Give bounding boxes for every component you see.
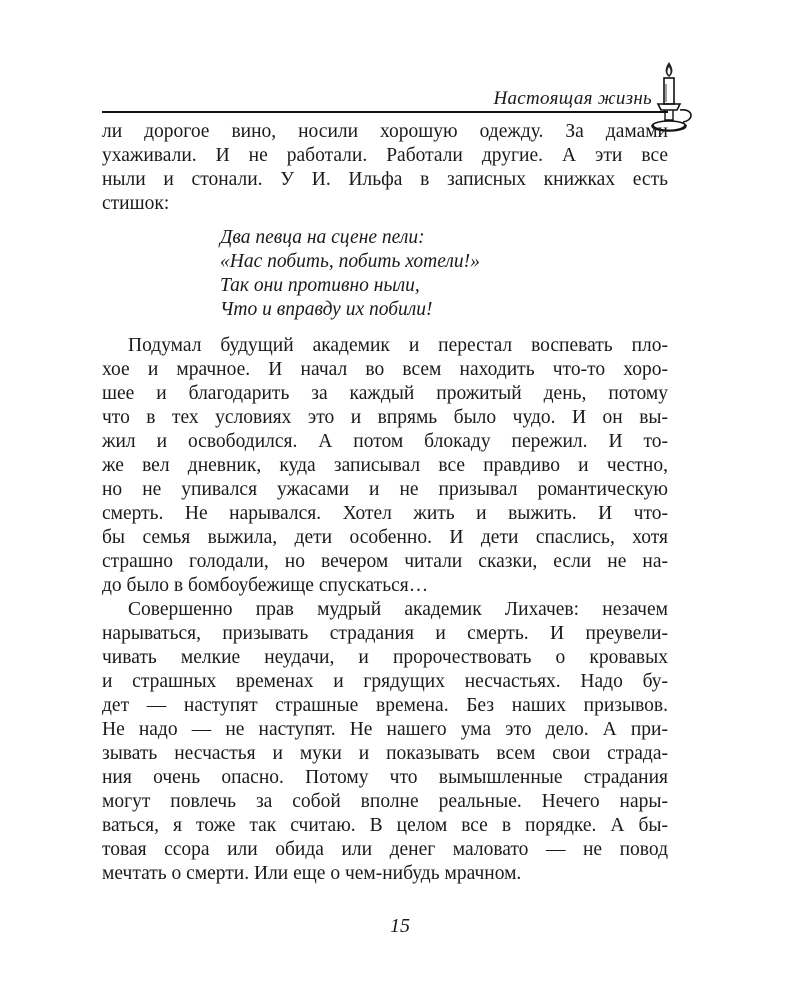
- text-line: же вел дневник, куда записывал все правдиво и честно,: [102, 455, 668, 476]
- text-line: стишок:: [102, 193, 170, 214]
- text-line: страшно голодали, но вечером читали сказки, если не на-: [102, 551, 668, 572]
- text-line: ваться, я тоже так считаю. В целом все в порядке. А бы-: [102, 815, 668, 836]
- body-text: [102, 120, 668, 886]
- text-line: хое и мрачное. И начал во всем находить что-то хоро-: [102, 359, 668, 380]
- text-line: нарываться, призывать страдания и смерть. И преувели-: [102, 623, 668, 644]
- text-line: и страшных временах и грядущих несчастьях. Надо бу-: [102, 671, 668, 692]
- text-line: ныли и стонали. У И. Ильфа в записных книжках есть: [102, 169, 668, 190]
- text-line: Подумал будущий академик и перестал воспевать пло-: [128, 335, 668, 356]
- page-number: 15: [390, 915, 410, 937]
- text-line: ли дорогое вино, носили хорошую одежду. За дамами: [102, 121, 668, 142]
- text-line: бы семья выжила, дети особенно. И дети спаслись, хотя: [102, 527, 668, 548]
- text-line: товая ссора или обида или денег маловато — не повод: [102, 839, 668, 860]
- text-line: до было в бомбоубежище спускаться…: [102, 575, 429, 596]
- text-line: но не упивался ужасами и не призывал романтическую: [102, 479, 668, 500]
- paragraph-1: [102, 120, 668, 216]
- text-line: что в тех условиях это и впрямь было чудо. И он вы-: [102, 407, 668, 428]
- text-line: ухаживали. И не работали. Работали другие. А эти все: [102, 145, 668, 166]
- text-line: ния очень опасно. Потому что вымышленные страдания: [102, 767, 668, 788]
- poem-line: Так они противно ныли,: [220, 275, 420, 296]
- poem-line: «Нас побить, побить хотели!»: [220, 251, 480, 272]
- text-line: жил и освободился. А потом блокаду пережил. И то-: [102, 431, 668, 452]
- paragraph-2: [102, 334, 668, 598]
- poem-line: Что и вправду их побили!: [220, 299, 433, 320]
- text-line: могут повлечь за собой вполне реальные. Нечего нары-: [102, 791, 668, 812]
- poem-quote: [102, 226, 668, 322]
- header-rule: [102, 111, 668, 113]
- text-line: дет — наступят страшные времена. Без наших призывов.: [102, 695, 668, 716]
- text-line: чивать мелкие неудачи, и пророчествовать о кровавых: [102, 647, 668, 668]
- running-title: Настоящая жизнь: [493, 88, 652, 109]
- text-line: Совершенно прав мудрый академик Лихачев: незачем: [128, 599, 668, 620]
- paragraph-3: [102, 598, 668, 886]
- text-line: мечтать о смерти. Или еще о чем-нибудь мрачном.: [102, 863, 522, 884]
- text-line: Не надо — не наступят. Не нашего ума это дело. А при-: [102, 719, 668, 740]
- text-line: смерть. Не нарывался. Хотел жить и выжить. И что-: [102, 503, 668, 524]
- poem-line: Два певца на сцене пели:: [220, 227, 425, 248]
- text-line: зывать несчастья и муки и показывать всем свои страда-: [102, 743, 668, 764]
- text-line: шее и благодарить за каждый прожитый день, потому: [102, 383, 668, 404]
